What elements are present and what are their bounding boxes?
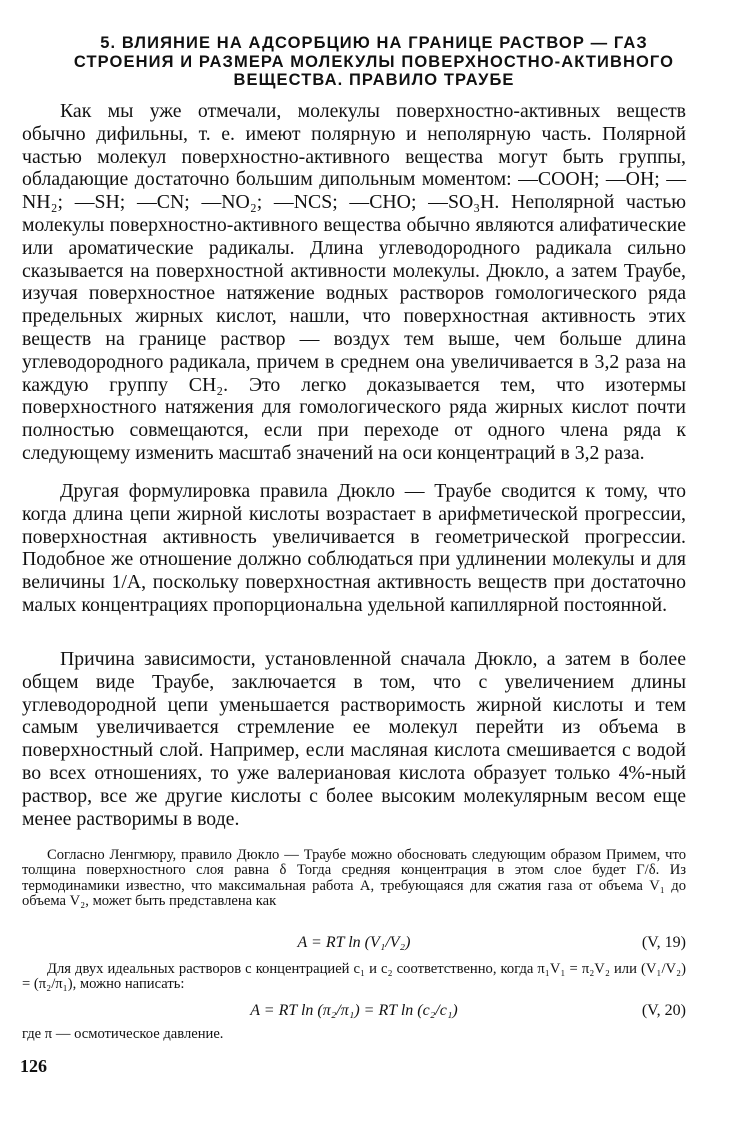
- small-paragraph-2-block: [22, 962, 686, 993]
- paragraph-1-text: Как мы уже отмечали, молекулы поверхностно-активных веществ обычно дифильны, т. е. имеют полярную и неполярную часть. Полярной частью молекул поверхностно-активного вещества могут быть группы, обладающие достаточно большим дипольным моментом: —COOH; —OH; —NH₂; —SH; —CN; —NO₂; —NCS; —CHO; —SO₃H. Неполярной частью молекулы поверхностно-активного вещества обычно являются алифатические или ароматические радикалы. Длина углеводородного радикала сильно сказывается на поверхностной активности молекулы. Дюкло, а затем Траубе, изучая поверхностное натяжение водных растворов гомологического ряда предельных жирных кислот, нашли, что поверхностная активность этих веществ на границе раствор — воздух тем выше, чем больше длина углеводородного радикала, причем в среднем она увеличивается в 3,2 раза на каждую группу CH₂. Это легко доказывается тем, что изотермы поверхностного натяжения для гомологического ряда жирных кислот почти полностью совмещаются, если при переходе от одного члена ряда к следующему изменить масштаб значений на оси концентраций в 3,2 раза.: [22, 100, 686, 464]
- paragraph-2-block: [22, 480, 686, 617]
- heading-line-2: СТРОЕНИЯ И РАЗМЕРА МОЛЕКУЛЫ ПОВЕРХНОСТНО-АКТИВНОГО: [73, 52, 675, 71]
- paragraph-3: [22, 648, 686, 830]
- paragraph-1-block: [22, 100, 686, 465]
- footnote-osmotic-pressure: где π — осмотическое давление.: [22, 1026, 224, 1042]
- formula-v20-expression: A = RT ln (π₂/π₁) = RT ln (c₂/c₁): [250, 1002, 458, 1019]
- page-number: 126: [20, 1056, 47, 1076]
- paragraph-2: [22, 480, 686, 617]
- small-paragraph-2: [22, 962, 686, 993]
- heading-line-1: 5. ВЛИЯНИЕ НА АДСОРБЦИЮ НА ГРАНИЦЕ РАСТВОР — ГАЗ: [100, 34, 648, 52]
- paragraph-3-block: [22, 648, 686, 830]
- paragraph-3-text: Причина зависимости, установленной сначала Дюкло, а затем в более общем виде Траубе, заключается в том, что с увеличением длины углеводородной цепи уменьшается растворимость жирной кислоты и тем самым увеличивается стремление ее молекул перейти из объема в поверхностный слой. Например, если масляная кислота смешивается с водой во всех отношениях, то уже валериановая кислота образует только 4%-ный раствор, все же другие кислоты с более высоким молекулярным весом еще менее растворимы в воде.: [22, 648, 686, 830]
- formula-v19-number: (V, 19): [641, 934, 686, 951]
- paragraph-1: [22, 100, 686, 465]
- heading-line-3: ВЕЩЕСТВА. ПРАВИЛО ТРАУБЕ: [233, 71, 515, 89]
- formula-v20: [22, 1002, 686, 1020]
- paragraph-2-text: Другая формулировка правила Дюкло — Траубе сводится к тому, что когда длина цепи жирной кислоты возрастает в арифметической прогрессии, поверхностная активность увеличивается в геометрической прогрессии. Подобное же отношение должно соблюдаться при удлинении молекулы и для величины 1/A, поскольку поверхностная активность веществ при достаточно малых концентрациях пропорциональна удельной капиллярной постоянной.: [22, 480, 686, 616]
- formula-v19-expression: A = RT ln (V₁/V₂): [297, 934, 411, 951]
- small-paragraph-1-block: [22, 848, 686, 910]
- small-paragraph-1-text: Согласно Ленгмюру, правило Дюкло — Траубе можно обосновать следующим образом Примем, что толщина поверхностного слоя равна δ Тогда средняя концентрация в этом слое будет Г/δ. Из термодинамики известно, что максимальная работа A, требующаяся для сжатия газа от объема V₁ до объема V₂, может быть представлена как: [22, 847, 686, 910]
- small-paragraph-1: [22, 848, 686, 910]
- small-paragraph-2-text: Для двух идеальных растворов с концентрацией c₁ и c₂ соответственно, когда π₁V₁ = π₂V₂ или (V₁/V₂) = (π₂/π₁), можно написать:: [22, 961, 686, 993]
- section-heading: [40, 34, 708, 90]
- formula-v19: [22, 934, 686, 952]
- formula-v20-number: (V, 20): [641, 1002, 686, 1019]
